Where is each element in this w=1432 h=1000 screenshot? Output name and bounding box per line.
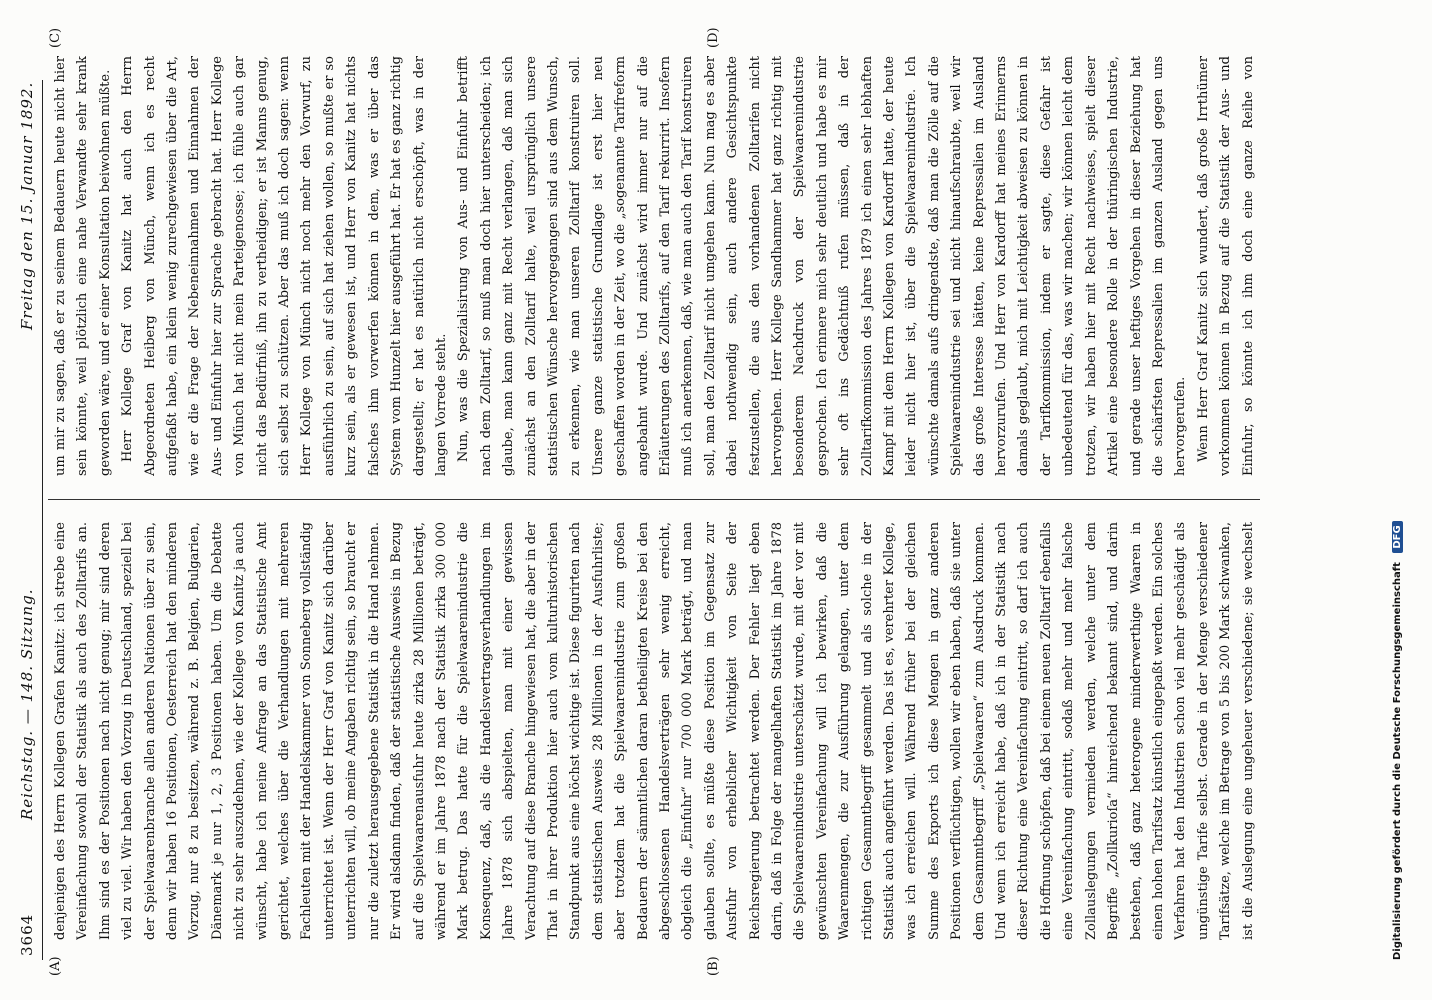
session-date: Freitag den 15. Januar 1892. (18, 81, 36, 330)
page-header (14, 80, 43, 960)
right-text-column (50, 56, 1260, 476)
dfg-logo: DFG (1392, 521, 1403, 552)
margin-marker-c: (C) (48, 27, 63, 48)
session-title: Reichstag. — 148. Sitzung. (18, 588, 36, 820)
paragraph: um mir zu sagen, daß er zu seinem Bedauern heute nicht hier sein könnte, weil plötzlich eine nahe Verwandte sehr krank geworden wäre, und er einer Konsultation beiwohnen müßte. (53, 56, 113, 476)
paragraph: Wenn Herr Graf Kanitz sich wundert, daß große Irrthümer vorkommen können in Bezug auf die Statistik der Aus- und Einfuhr, so könnte ich ihm doch eine ganze Reihe von (1195, 56, 1256, 476)
digitization-credit (1392, 40, 1403, 960)
margin-marker-a: (A) (48, 956, 63, 976)
paragraph: denjenigen des Herrn Kollegen Grafen Kanitz: ich strebe eine Vereinfachung sowohl der Statistik als auch des Zolltarifs an. Ihm sind es der Positionen nach nicht genug; mir sind deren viel zu viel. Wir haben den Vorzug in Deutschland, speziell bei der Spielwaarenbranche allen anderen Nationen über zu sein, denn wir haben 16 Positionen, Oesterreich hat den minderen Vorzug, nur 8 zu besitzen, während z. B. Belgien, Bulgarien, Dänemark je nur 1, 2, 3 Positionen haben. Um die Debatte nicht zu sehr auszudehnen, wie der Kollege von Kanitz ja auch wünscht, habe ich meine Anfrage an das Statistische Amt gerichtet, welches über die Verhandlungen mit mehreren Fachleuten mit der Handelskammer von Sonneberg vollständig unterrichtet ist. Wenn der Herr Graf von Kanitz sich darüber unterrichten will, ob meine Angaben richtig sein, so braucht er nur die zuletzt herausgegebene Statistik in die Hand nehmen. Er wird alsdann finden, daß der statistische Ausweis in Bezug auf die Spielwaarenausfuhr heute zirka 28 Millionen beträgt, während er im Jahre 1878 nach der Statistik zirka 300 000 Mark betrug. Das hatte für die Spielwaarenindustrie die Konsequenz, daß, als die Handelsvertragsverhandlungen im Jahre 1878 sich abspielten, man mit einer gewissen Verachtung auf diese Branche hingewiesen hat, die aber in der That in ihrer Produktion hier auch vom kulturhistorischen Standpunkt aus eine höchst wichtige ist. Diese figurirten nach dem statistischen Ausweis 28 Millionen in der Ausfuhrliste; aber trotzdem hat die Spielwaarenindustrie zum großen Bedauern der sämmtlichen daran betheiligten Kreise bei den abgeschlossenen Handelsverträgen sehr wenig erreicht, obgleich die „Einfuhr“ nur 700 000 Mark beträgt, und man glauben sollte, es müßte diese Position im Gegensatz zur Ausfuhr von erheblicher Wichtigkeit von Seite der Reichsregierung betrachtet werden. Der Fehler liegt eben darin, daß in Folge der mangelhaften Statistik im Jahre 1878 die Spielwaarenindustrie unterschätzt wurde, mit der vor mit gewünschten Vereinfachung will ich bewirken, daß die Waarenmengen, die zur Ausführung gelangen, unter dem richtigen Gesammtbegriff gesammelt und als solche in der Statistik auch angeführt werden. Das ist es, verehrter Kollege, was ich erreichen will. Während früher bei der gleichen Summe des Exports ich diese Mengen in ganz anderen Positionen verflüchtigen, wollen wir eben haben, daß sie unter dem Gesammtbegriff „Spielwaaren“ zum Ausdruck kommen. Und wenn ich erreicht habe, daß ich in der Statistik nach dieser Richtung eine Vereinfachung eintritt, so darf ich auch die Hoffnung schöpfen, daß bei einem neuen Zolltarif ebenfalls eine Vereinfachung eintritt, sodaß mehr und mehr falsche Zollauslegungen vermieden werden, welche unter dem Begriffe „Zollkurioſa“ hinreichend bekannt sind, und darin bestehen, daß ganz heterogene minderwerthige Waaren in einen hohen Tarifsatz künstlich eingepaßt werden. Ein solches Verfahren hat den Industrien schon viel mehr geschädigt als ungünstige Tarife selbst. Gerade in der Menge verschiedener Tarifsätze, welche im Betrage von 5 bis 200 Mark schwanken, ist die Auslegung eine ungeheuer verschiedene; sie wechselt (53, 522, 1256, 940)
left-text-column (50, 522, 1260, 940)
margin-marker-d: (D) (706, 27, 721, 48)
column-divider (48, 499, 1260, 500)
paragraph: Herr Kollege Graf von Kanitz hat auch den Herrn Abgeordneten Heiberg von Münch, wenn ich es recht aufgefaßt habe, ein klein wenig zurechgewiesen über die Art, wie er die Frage der Nebeneinnahmen und Einnahmen der Aus- und Einfuhr hier zur Sprache gebracht hat. Herr Kollege von Münch hat nicht mein Parteigenosse; ich fühle auch gar nicht das Bedürfniß, ihn zu vertheidigen; er ist Manns genug, sich selbst zu schützen. Aber das muß ich doch sagen: wenn Herr Kollege von Münch nicht noch mehr den Vorwurf, zu ausführlich zu sein, auf sich hat ziehen wollen, so mußte er so kurz sein, als er gewesen ist, und Herr von Kanitz hat nichts falsches ihm vorwerfen können in dem, was er über das System vom Hunzelt hier ausgeführt hat. Er hat es ganz richtig dargestellt; er hat es natürlich nicht erschöpft, was in der langen Vorrede steht. (120, 56, 449, 476)
margin-marker-b: (B) (706, 956, 721, 976)
page-number: 3664 (18, 913, 36, 956)
paragraph: Nun, was die Spezialisirung von Aus- und Einfuhr betrifft nach dem Zolltarif, so muß man doch hier unterscheiden; ich glaube, man kann ganz mit Recht verlangen, daß man sich zunächst an den Zolltarif halte, weil ursprünglich unsere statistischen Wünsche hervorgegangen sind aus dem Wunsch, zu erkennen, wie man unseren Zolltarif konstruiren soll. Unsere ganze statistische Grundlage ist erst hier neu geschaffen worden in der Zeit, wo die „sogenannte Tarifreform angebahnt wurde. Und zunächst wird immer nur auf die Erläuterungen des Zolltarifs, auf den Tarif rekurrirt. Insofern muß ich anerkennen, daß, wie man auch den Tarif konstruiren soll, man den Zolltarif nicht umgehen kann. Nun mag es aber dabei nothwendig sein, auch andere Gesichtspunkte festzustellen, die aus den vorhandenen Zolltarifen nicht hervorgehen. Herr Kollege Sandhammer hat ganz richtig mit besonderem Nachdruck von der Spielwaarenindustrie gesprochen. Ich erinnere mich sehr deutlich und habe es mir sehr oft ins Gedächtniß rufen müssen, daß in der Zolltarifkommission des Jahres 1879 ich einen sehr lebhaften Kampf mit dem Herrn Kollegen von Kardorff hatte, der heute leider nicht hier ist, über die Spielwaarenindustrie. Ich wünschte damals aufs dringendste, daß man die Zölle auf die Spielwaarenindustrie sei und nicht hinaufschraubte, weil wir das große Interesse hätten, keine Repressalien im Ausland hervorzurufen. Und Herr von Kardorff hat meines Erinnerns damals geglaubt, mich mit Leichtigkeit abweisen zu können in der Tarifkommission, indem er sagte, diese Gefahr ist unbedeutend für das, was wir machen; wir können leicht dem trotzen, wir haben hier mit Recht nachweises, spielt dieser Artikel eine besondere Rolle in der thüringischen Industrie, und gerade unser heftiges Vorgehen in dieser Beziehung hat die schärfsten Repressalien im ganzen Ausland gegen uns hervorgerufen. (456, 56, 1189, 476)
credit-text: Digitalisierung gefördert durch die Deutsche Forschungsgemeinschaft (1392, 562, 1403, 960)
